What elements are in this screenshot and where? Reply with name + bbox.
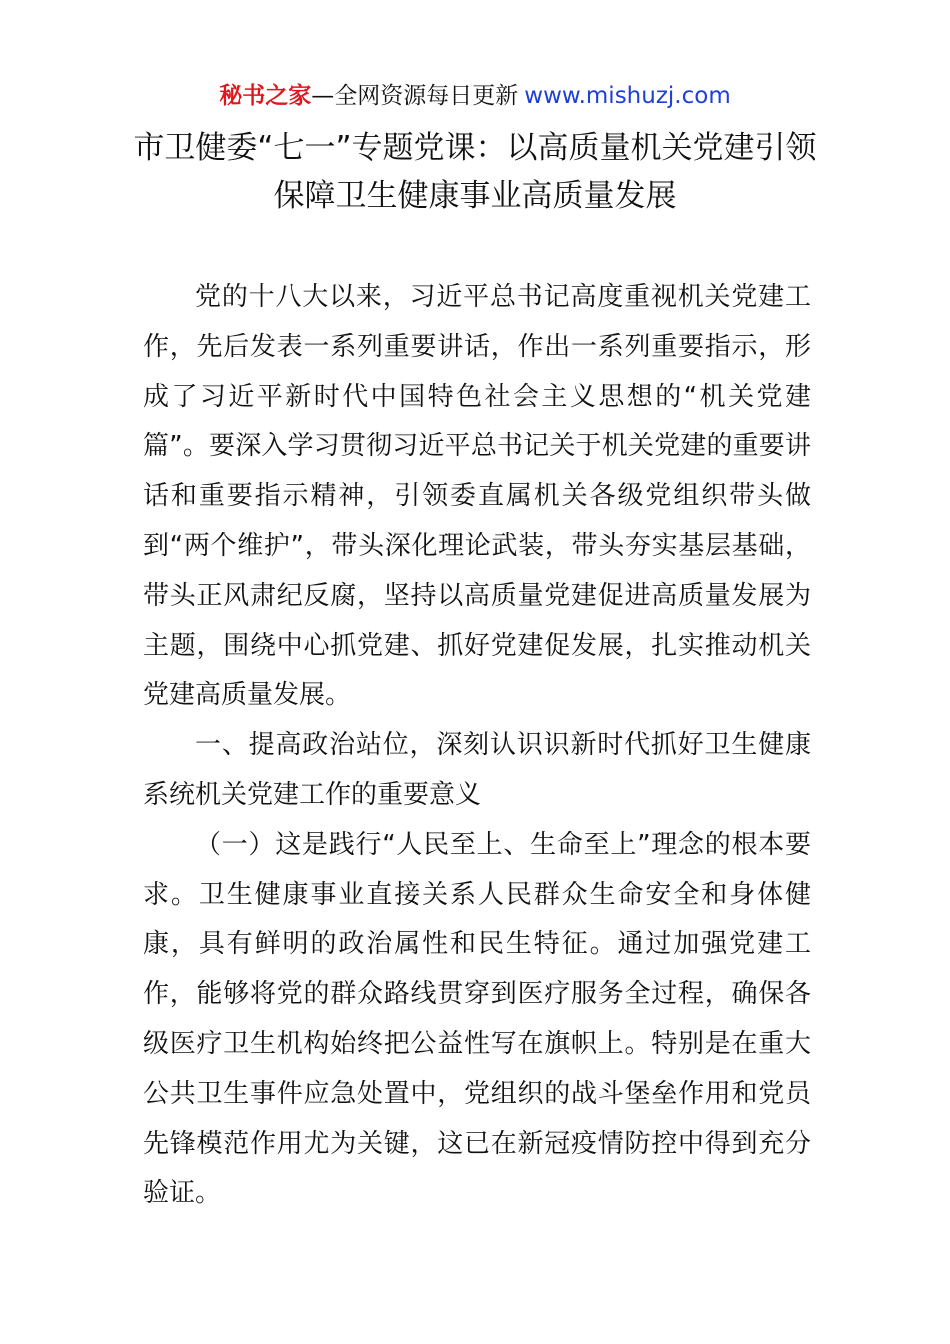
document-title: 市卫健委“七一”专题党课：以高质量机关党建引领保障卫生健康事业高质量发展 (133, 130, 817, 214)
section-heading-1: 一、提高政治站位，深刻认识识新时代抓好卫生健康系统机关党建工作的重要意义 (143, 730, 811, 810)
site-tagline: —全网资源每日更新 (311, 83, 519, 109)
document-body (143, 273, 811, 1219)
paragraph-intro: 党的十八大以来，习近平总书记高度重视机关党建工作，先后发表一系列重要讲话，作出一系列重要指示，形成了习近平新时代中国特色社会主义思想的“机关党建篇”。要深入学习贯彻习近平总书记关于机关党建的重要讲话和重要指示精神，引领委直属机关各级党组织带头做到“两个维护”，带头深化理论武装，带头夯实基层基础，带头正风肃纪反腐，坚持以高质量党建促进高质量发展为主题，围绕中心抓党建、抓好党建促发展，扎实推动机关党建高质量发展。 (143, 282, 811, 711)
site-header (0, 80, 950, 112)
paragraph-subsection-1: （一）这是践行“人民至上、生命至上”理念的根本要求。卫生健康事业直接关系人民群众生命安全和身体健康，具有鲜明的政治属性和民生特征。通过加强党建工作，能够将党的群众路线贯穿到医疗服务全过程，确保各级医疗卫生机构始终把公益性写在旗帜上。特别是在重大公共卫生事件应急处置中，党组织的战斗堡垒作用和党员先锋模范作用尤为关键，这已在新冠疫情防控中得到充分验证。 (143, 829, 811, 1209)
site-url-link[interactable]: www.mishuzj.com (524, 83, 731, 109)
site-name: 秘书之家 (219, 83, 312, 109)
